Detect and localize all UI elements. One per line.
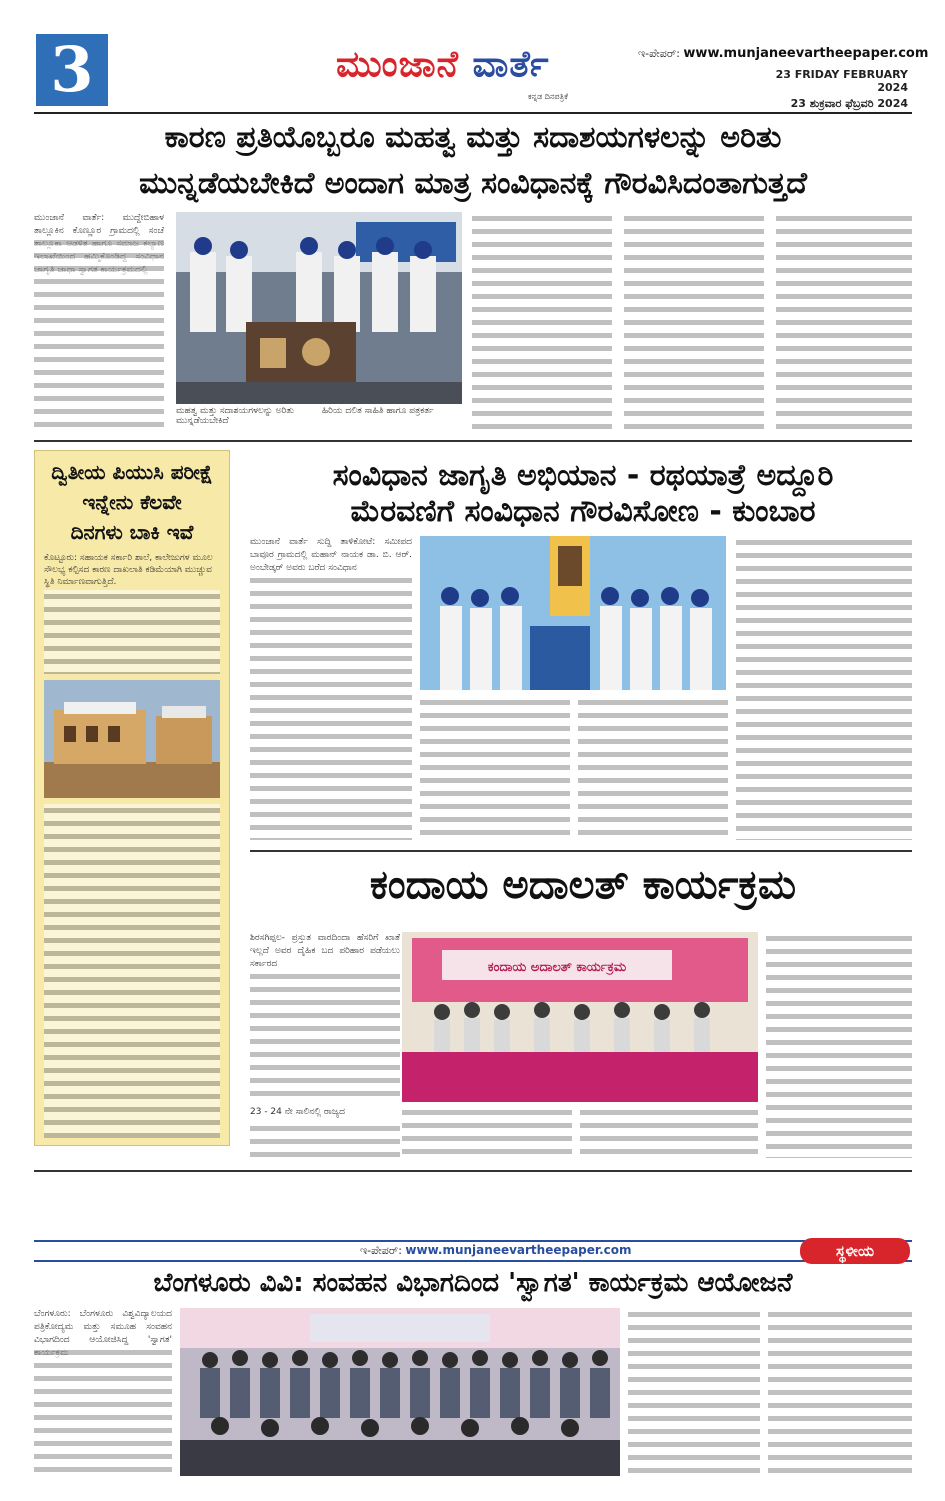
sidebar-text-1	[44, 590, 220, 674]
story4-column-1	[34, 1346, 172, 1472]
story1-headline-line1: ಕಾರಣ ಪ್ರತಿಯೊಬ್ಬರೂ ಮಹತ್ವ ಮತ್ತು ಸದಾಶಯಗಳಲನ್ನು ಅರಿತು	[164, 120, 782, 155]
story2-headline-line1: ಸಂವಿಧಾನ ಜಾಗೃತಿ ಅಭಿಯಾನ - ರಥಯಾತ್ರೆ ಅದ್ದೂರಿ	[332, 458, 834, 493]
sidebar-lead: ಕೊಟ್ಟೂರು: ಸಹಾಯಕ ಸರ್ಕಾರಿ ಶಾಲೆ, ಕಾಲೇಜುಗಳ ಮೂಲ ಸೌಲಭ್ಯ ಕಲ್ಪಿಸದ ಕಾರಣ ದಾಖಲಾತಿ ಕಡಿಮೆಯಾಗಿ ಮುಚ್ಚುವ ಸ್ಥಿತಿ ನಿರ್ಮಾಣವಾಗುತ್ತಿದೆ.	[44, 553, 213, 587]
brand-part2: ವಾರ್ತೆ	[472, 44, 550, 85]
story1-lead: ಮುಂಜಾನೆ ವಾರ್ತೆ: ಮುದ್ದೇಬಿಹಾಳ ತಾಲ್ಲೂಕಿನ ಕೊಣ್ಣೂರ ಗ್ರಾಮದಲ್ಲಿ ಸಂಚೆ	[34, 213, 164, 236]
story3-lead: ಶಿರಸಗಿಪ್ಪಲ- ಪ್ರಸ್ತುತ ವಾರದಿಂದಾ ಹೆಸರಿಗೆ ಖಾತೆ ಇಲ್ಲದೆ ಅವರ ದೈಹಿಕ ಬದ ಪರಿಹಾರ ಪಡೆಯಲು ಸರ್ಕಾರದ	[250, 933, 400, 969]
sidebar-headline-line2: ಇನ್ನೇನು ಕೆಲವೇ	[82, 490, 182, 514]
story4-headline: ಬೆಂಗಳೂರು ವಿವಿ: ಸಂವಹನ ವಿಭಾಗದಿಂದ 'ಸ್ವಾಗತ' ಕಾರ್ಯಕ್ರಮ ಆಯೋಜನೆ	[153, 1268, 793, 1298]
section-divider-3	[34, 1170, 912, 1172]
tagline: ಕನ್ನಡ ದಿನಪತ್ರಿಕೆ	[528, 92, 569, 101]
story3-column-3	[580, 1106, 758, 1162]
story1-column-2	[472, 212, 612, 434]
story4-photo	[180, 1308, 620, 1476]
story4-column-3	[768, 1308, 912, 1474]
footer-epaper-label: ಇ-ಪೇಪರ್:	[360, 1244, 402, 1257]
footer-epaper-url[interactable]: www.munjaneevartheepaper.com	[405, 1243, 632, 1257]
story3-column-2	[402, 1106, 572, 1162]
story3-photo	[402, 932, 758, 1102]
story1-column-1	[34, 236, 164, 432]
sidebar-headline-line1: ದ್ವಿತೀಯ ಪಿಯುಸಿ ಪರೀಕ್ಷೆ	[51, 460, 213, 484]
footer-epaper-link[interactable]	[360, 1243, 632, 1258]
story1-caption-left: ಮಹತ್ವ ಮತ್ತು ಸದಾಶಯಗಳಲನ್ನು ಅರಿತು ಮುನ್ನಡೆಯಬೇಕಿದೆ	[176, 406, 295, 426]
sidebar-text-2	[44, 804, 220, 1138]
story4-lead: ಬೆಂಗಳೂರು: ಬೆಂಗಳೂರು ವಿಶ್ವವಿದ್ಯಾಲಯದ ಪತ್ರಿಕೋದ್ಯಮ ಮತ್ತು ಸಮೂಹ ಸಂವಹನ ವಿಭಾಗದಿಂದ ಆಯೋಜಿಸಿದ್ದ 'ಸ್ವಾಗತ'	[34, 1309, 172, 1345]
masthead-rule	[34, 112, 912, 114]
story3-column-1b	[250, 1122, 400, 1162]
story2-headline-line2: ಮೆರವಣಿಗೆ ಸಂವಿಧಾನ ಗೌರವಿಸೋಣ - ಕುಂಬಾರ	[350, 494, 816, 529]
story1-column-4	[776, 212, 912, 434]
date-english: 23 FRIDAY FEBRUARY 2024	[775, 68, 908, 94]
story3-column-1	[250, 970, 400, 1102]
story3-photo-caption: 23 - 24 ನೇ ಸಾಲಿನಲ್ಲಿ ರಾಜ್ಯದ	[250, 1107, 345, 1117]
story1-photo	[176, 212, 462, 404]
epaper-link[interactable]	[638, 46, 928, 61]
section-divider-1	[34, 440, 912, 442]
story2-column-4	[736, 536, 912, 840]
story3-column-4	[766, 932, 912, 1158]
epaper-url[interactable]: www.munjaneevartheepaper.com	[683, 46, 929, 61]
epaper-label: ಇ-ಪೇಪರ್:	[638, 47, 680, 60]
section-tag: ಸ್ಥಳೀಯ	[800, 1238, 910, 1264]
story1-caption-right: ಹಿರಿಯ ದಲಿತ ಸಾಹಿತಿ ಹಾಗೂ ಪತ್ರಕರ್ತ	[322, 406, 434, 416]
banner-text: ಕಂದಾಯ ಅದಾಲತ್ ಕಾರ್ಯಕ್ರಮ	[487, 960, 627, 975]
story3-headline: ಕಂದಾಯ ಅದಾಲತ್ ಕಾರ್ಯಕ್ರಮ	[369, 862, 797, 908]
story2-lead: ಮುಂಜಾನೆ ವಾರ್ತೆ ಸುದ್ದಿ ತಾಳಿಕೋಟೆ: ಸಮೀಪದ ಬಾವೂರ ಗ್ರಾಮದಲ್ಲಿ ಮಹಾನ್ ನಾಯಕ ಡಾ. ಬಿ. ಆರ್. ಅಂಬೇಡ್ಕರ್ ಅವರು ಬರೆದ ಸಂವಿಧಾನ	[250, 537, 412, 573]
newspaper-logo	[336, 44, 550, 86]
story2-column-1	[250, 574, 412, 840]
sidebar-photo	[44, 680, 220, 798]
story1-headline-line2: ಮುನ್ನಡೆಯಬೇಕಿದೆ ಅಂದಾಗ ಮಾತ್ರ ಸಂವಿಧಾನಕ್ಕೆ ಗೌರವಿಸಿದಂತಾಗುತ್ತದೆ	[139, 166, 807, 201]
story2-column-3	[578, 696, 728, 840]
section-divider-2	[250, 850, 912, 852]
brand-part1: ಮುಂಜಾನೆ	[336, 44, 473, 85]
page-number: 3	[36, 34, 108, 106]
story1-column-3	[624, 212, 764, 434]
sidebar-headline-line3: ದಿನಗಳು ಬಾಕಿ ಇವೆ	[70, 520, 194, 544]
story2-photo	[420, 536, 726, 690]
story2-column-2	[420, 696, 570, 840]
story4-column-2	[628, 1308, 760, 1474]
date-kannada: 23 ಶುಕ್ರವಾರ ಫೆಬ್ರವರಿ 2024	[790, 97, 908, 110]
dateline	[742, 68, 908, 114]
